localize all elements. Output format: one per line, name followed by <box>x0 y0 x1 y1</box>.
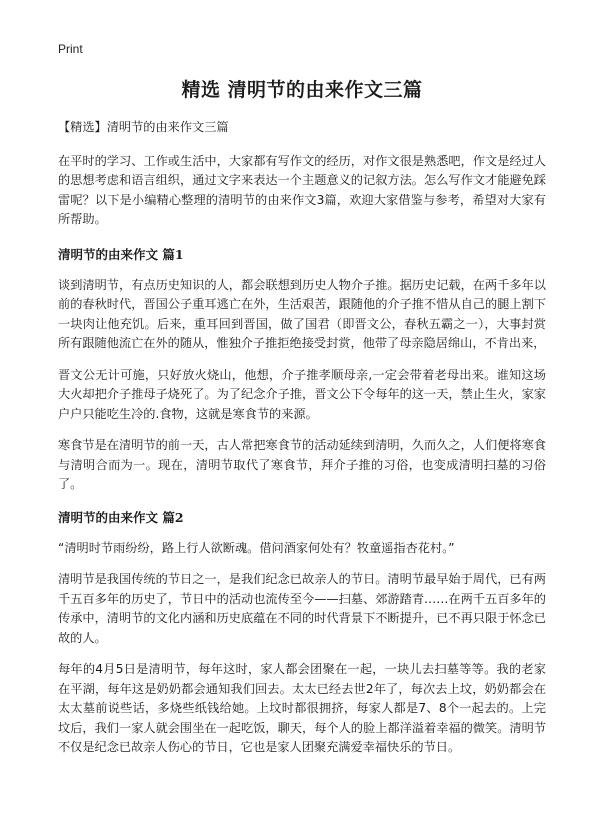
section-1-heading: 清明节的由来作文 篇1 <box>58 246 184 262</box>
document-title: 精选 清明节的由来作文三篇 <box>181 79 423 101</box>
section-1-paragraph-3: 寒食节是在清明节的前一天，古人常把寒食节的活动延续到清明，久而久之，人们便将寒食与清明合而为一。现在，清明节取代了寒食节，拜介子推的习俗，也变成清明扫墓的习俗了。 <box>58 438 546 491</box>
section-1-paragraph-1: 谈到清明节，有点历史知识的人，都会联想到历史人物介子推。据历史记载，在两千多年以前的春秋时代，晋国公子重耳逃亡在外，生活艰苦，跟随他的介子推不惜从自己的腿上割下一块肉让他充饥。后来，重耳回到晋国，做了国君（即晋文公，春秋五霸之一），大事封赏所有跟随他流亡在外的随从，惟独介子推拒绝接受封赏，他带了母亲隐居绵山，不肯出来， <box>58 277 546 350</box>
print-label: Print <box>58 42 83 56</box>
document-subtitle: 【精选】清明节的由来作文三篇 <box>58 120 229 134</box>
section-2-paragraph-3: 每年的4月5日是清明节，每年这时，家人都会团聚在一起，一块儿去扫墓等等。我的老家在平湖，每年这是奶奶都会通知我们回去。太太已经去世2年了，每次去上坟，奶奶都会在太太墓前说些话，多烧些纸钱给她。上坟时都很拥挤，每家人都是7、8个一起去的。上完坟后，我们一家人就会围坐在一起吃饭，聊天，每个人的脸上都洋溢着幸福的微笑。清明节不仅是纪念已故亲人伤心的节日，它也是家人团聚充满爱幸福快乐的节日。 <box>58 662 546 754</box>
section-2-paragraph-2: 清明节是我国传统的节日之一，是我们纪念已故亲人的节日。清明节最早始于周代，已有两千五百多年的历史了，节日中的活动也流传至今——扫墓、郊游踏青……在两千五百多年的传承中，清明节的文化内涵和历史底蕴在不同的时代背景下不断提升，已不再只限于怀念已故的人。 <box>58 572 546 645</box>
section-2-heading: 清明节的由来作文 篇2 <box>58 509 184 525</box>
section-1-paragraph-2: 晋文公无计可施，只好放火烧山，他想，介子推孝顺母亲,一定会带着老母出来。谁知这场大火却把介子推母子烧死了。为了纪念介子推，晋文公下令每年的这一天，禁止生火，家家户户只能吃生冷的.食物，这就是寒食节的来源。 <box>58 367 546 421</box>
intro-paragraph: 在平时的学习、工作或生活中，大家都有写作文的经历，对作文很是熟悉吧，作文是经过人的思想考虑和语言组织，通过文字来表达一个主题意义的记叙方法。怎么写作文才能避免踩雷呢？以下是小编精心整理的清明节的由来作文3篇，欢迎大家借鉴与参考，希望对大家有所帮助。 <box>58 153 546 226</box>
section-2-paragraph-1: “清明时节雨纷纷，路上行人欲断魂。借问酒家何处有？牧童遥指杏花村。” <box>58 540 455 555</box>
